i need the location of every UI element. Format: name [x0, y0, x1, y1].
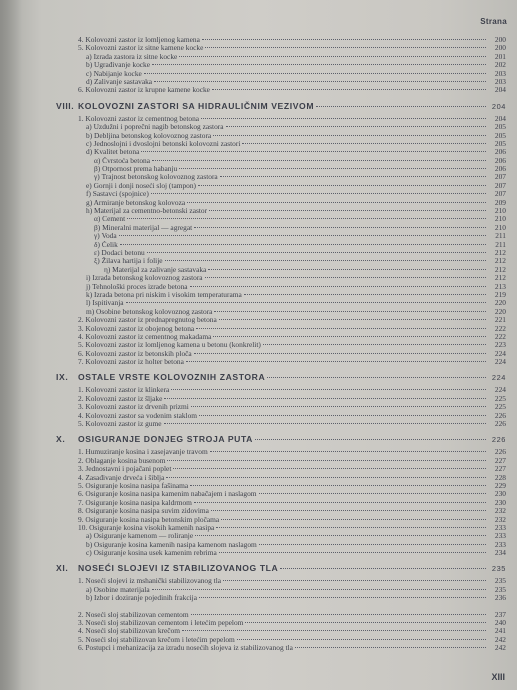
entry-title: ε) Dodaci betonu	[94, 248, 145, 257]
toc-entry	[56, 241, 506, 249]
entry-title: γ) Voda	[94, 232, 117, 241]
entry-title: a) Osiguranje kamenom — roliranje	[86, 532, 194, 541]
entry-page-number: 225	[494, 403, 506, 412]
entry-page-number: 205	[494, 139, 506, 148]
entry-page-number: 228	[494, 473, 506, 482]
toc-entry	[56, 490, 506, 498]
page-gutter-shadow	[0, 0, 22, 690]
entry-title: c) Nabijanje kocke	[86, 69, 142, 78]
leader-dots	[280, 567, 486, 569]
leader-dots	[194, 501, 486, 503]
toc-entry	[56, 644, 506, 652]
toc-entry	[56, 636, 506, 644]
leader-dots	[154, 80, 486, 82]
section-page-number: 226	[491, 435, 506, 445]
entry-page-number: 207	[494, 190, 506, 199]
toc-entry	[56, 412, 506, 420]
toc-entry	[56, 457, 506, 465]
toc-entry	[56, 190, 506, 198]
entry-title: 3. Jednostavni i pojačani poplet	[78, 465, 172, 474]
leader-dots	[295, 646, 486, 648]
section-page-number: 204	[491, 101, 506, 111]
entry-title: 2. Kolovozni zastor iz šljake	[78, 394, 163, 403]
entry-page-number: 219	[494, 290, 506, 299]
entry-title: 6. Kolovozni zastor iz krupne kamene kocke	[78, 86, 210, 95]
leader-dots	[120, 243, 486, 245]
toc-entry	[56, 224, 506, 232]
entry-page-number: 237	[494, 610, 506, 619]
entry-title: m) Osobine betonskog kolovoznog zastora	[86, 307, 213, 316]
entry-title: 4. Noseći sloj stabilizovan krečom	[78, 627, 181, 636]
toc-entry	[56, 333, 506, 341]
section-heading	[56, 101, 506, 113]
toc-entry	[56, 619, 506, 627]
toc-entry	[56, 199, 506, 207]
toc-entry	[56, 44, 506, 52]
leader-dots	[259, 543, 486, 545]
toc-entry	[56, 36, 506, 44]
spacer	[56, 603, 506, 611]
leader-dots	[165, 259, 486, 261]
entry-page-number: 232	[494, 515, 506, 524]
toc-entry	[56, 541, 506, 549]
entry-title: 4. Kolovozni zastor iz lomljenog kamena	[78, 36, 200, 44]
toc-entry	[56, 403, 506, 411]
entry-title: b) Osiguranje kosina kamenih nasipa kamenom naslagom	[86, 540, 257, 549]
entry-page-number: 207	[494, 181, 506, 190]
entry-page-number: 201	[494, 52, 506, 61]
section-page-number: 224	[491, 373, 506, 383]
entry-title: f) Sastavci (spojnice)	[86, 190, 149, 199]
leader-dots	[213, 134, 486, 136]
entry-title: 5. Noseći sloj stabilizovan krečom i letećim pepelom	[78, 635, 235, 644]
entry-title: 4. Kolovozni zastor sa vodenim staklom	[78, 411, 198, 420]
leader-dots	[199, 414, 486, 416]
entry-page-number: 200	[494, 44, 506, 53]
entry-title: 1. Kolovozni zastor iz cementnog betona	[78, 114, 200, 123]
toc-entry	[56, 78, 506, 86]
leader-dots	[316, 105, 486, 107]
leader-dots	[164, 397, 486, 399]
entry-page-number: 202	[494, 61, 506, 70]
leader-dots	[194, 352, 486, 354]
entry-title: β) Mineralni materijal — agregat	[94, 223, 193, 232]
entry-page-number: 233	[494, 523, 506, 532]
leader-dots	[119, 234, 486, 236]
entry-page-number: 224	[494, 358, 506, 367]
entry-page-number: 212	[494, 274, 506, 283]
toc-entry	[56, 420, 506, 428]
leader-dots	[164, 422, 486, 424]
leader-dots	[179, 167, 486, 169]
section-page-number: 235	[491, 564, 506, 574]
section-heading	[56, 563, 506, 575]
toc-entry	[56, 627, 506, 635]
toc-entry	[56, 532, 506, 540]
leader-dots	[191, 405, 486, 407]
entry-title: 2. Kolovozni zastor iz prednapregnutog betona	[78, 316, 217, 325]
section-title: KOLOVOZNI ZASTORI SA HIDRAULIČNIM VEZIVOM	[78, 100, 315, 111]
section-title: OSIGURANJE DONJEG STROJA PUTA	[78, 434, 253, 445]
leader-dots	[214, 310, 486, 312]
leader-dots	[196, 327, 486, 329]
entry-title: 3. Kolovozni zastor iz obojenog betona	[78, 324, 195, 333]
entry-title: 3. Kolovozni zastor iz drvenih prizmi	[78, 403, 189, 412]
leader-dots	[152, 159, 486, 161]
leader-dots	[205, 46, 486, 48]
leader-dots	[201, 117, 486, 119]
toc-entry	[56, 499, 506, 507]
section-heading	[56, 372, 506, 384]
entry-page-number: 220	[494, 307, 506, 316]
entry-title: 4. Zasađivanje drveća i šiblja	[78, 473, 165, 482]
toc-entry	[56, 549, 506, 557]
entry-title: a) Osobine materijala	[86, 585, 150, 594]
toc-entry	[56, 316, 506, 324]
toc-entry	[56, 524, 506, 532]
entry-page-number: 213	[494, 282, 506, 291]
leader-dots	[213, 335, 486, 337]
entry-title: 8. Osiguranje kosina nasipa suvim zidovima	[78, 507, 209, 516]
toc-entry	[56, 70, 506, 78]
entry-page-number: 210	[494, 215, 506, 224]
leader-dots	[190, 285, 486, 287]
entry-page-number: 200	[494, 36, 506, 44]
leader-dots	[223, 579, 486, 581]
entry-page-number: 229	[494, 481, 506, 490]
leader-dots	[267, 376, 486, 378]
toc-entry	[56, 86, 506, 94]
entry-page-number: 203	[494, 69, 506, 78]
leader-dots	[152, 588, 486, 590]
entry-page-number: 227	[494, 456, 506, 465]
toc-entry	[56, 586, 506, 594]
entry-title: j) Tehnološki proces izrade betona	[86, 282, 188, 291]
entry-title: h) Materijal za cementno-betonski zastor	[86, 207, 208, 216]
entry-title: α) Cement	[94, 215, 126, 224]
toc-section	[56, 36, 506, 95]
entry-page-number: 205	[494, 131, 506, 140]
leader-dots	[144, 72, 486, 74]
leader-dots	[166, 476, 486, 478]
leader-dots	[221, 518, 486, 520]
entry-title: 7. Osiguranje kosina nasipa kaldrmom	[78, 498, 192, 507]
leader-dots	[167, 459, 486, 461]
entry-page-number: 226	[494, 411, 506, 420]
entry-page-number: 233	[494, 532, 506, 541]
toc-entry	[56, 157, 506, 165]
entry-title: 3. Noseći sloj stabilizovan cementom i letećim pepelom	[78, 619, 244, 628]
toc-entry	[56, 299, 506, 307]
entry-title: k) Izrada betona pri niskim i visokim temperaturama	[86, 290, 242, 299]
entry-title: 4. Kolovozni zastor iz cementnog makadama	[78, 332, 212, 341]
leader-dots	[186, 360, 486, 362]
leader-dots	[171, 388, 486, 390]
toc-entry	[56, 165, 506, 173]
entry-title: 9. Osiguranje kosina nasipa betonskim pločama	[78, 515, 220, 524]
toc-entry	[56, 61, 506, 69]
entry-page-number: 234	[494, 549, 506, 558]
leader-dots	[194, 226, 486, 228]
entry-page-number: 241	[494, 627, 506, 636]
entry-title: 1. Kolovozni zastor iz klinkera	[78, 386, 170, 395]
toc-entry	[56, 350, 506, 358]
leader-dots	[208, 268, 486, 270]
entry-title: 2. Noseći sloj stabilizovan cementom	[78, 610, 189, 619]
leader-dots	[244, 293, 486, 295]
entry-page-number: 226	[494, 420, 506, 429]
section-title: NOSEĆI SLOJEVI IZ STABILIZOVANOG TLA	[78, 563, 279, 574]
leader-dots	[191, 613, 486, 615]
entry-title: 7. Kolovozni zastor iz holter betona	[78, 358, 184, 367]
toc-entry	[56, 395, 506, 403]
entry-page-number: 203	[494, 77, 506, 86]
entry-page-number: 206	[494, 148, 506, 157]
toc-entry	[56, 249, 506, 257]
leader-dots	[198, 184, 486, 186]
section-title: OSTALE VRSTE KOLOVOZNIH ZASTORA	[78, 372, 266, 383]
leader-dots	[242, 142, 486, 144]
entry-page-number: 232	[494, 507, 506, 516]
leader-dots	[216, 526, 486, 528]
entry-page-number: 226	[494, 448, 506, 457]
toc-entry	[56, 53, 506, 61]
toc-section	[56, 372, 506, 428]
leader-dots	[182, 629, 486, 631]
entry-title: 10. Osiguranje kosina visokih kamenih nasipa	[78, 523, 215, 532]
leader-dots	[190, 484, 486, 486]
toc-entry	[56, 465, 506, 473]
toc-entry	[56, 283, 506, 291]
entry-title: g) Armiranje betonskog kolovoza	[86, 198, 186, 207]
entry-title: b) Debljina betonskog kolovoznog zastora	[86, 131, 212, 140]
entry-page-number: 212	[494, 248, 506, 257]
toc-entry	[56, 516, 506, 524]
leader-dots	[263, 343, 486, 345]
section-number: X.	[56, 434, 66, 445]
leader-dots	[126, 301, 486, 303]
entry-page-number: 230	[494, 498, 506, 507]
entry-title: 6. Kolovozni zastor iz betonskih ploča	[78, 349, 192, 358]
leader-dots	[245, 621, 486, 623]
entry-title: 6. Postupci i mehanizacija za izradu nosećih slojeva iz stabilizovanog tla	[78, 644, 293, 653]
entry-page-number: 224	[494, 349, 506, 358]
entry-page-number: 242	[494, 635, 506, 644]
entry-page-number: 205	[494, 123, 506, 132]
entry-page-number: 230	[494, 490, 506, 499]
entry-page-number: 210	[494, 223, 506, 232]
leader-dots	[255, 438, 486, 440]
section-number: XI.	[56, 563, 69, 574]
toc-entry	[56, 594, 506, 602]
leader-dots	[219, 318, 486, 320]
leader-dots	[199, 596, 486, 598]
section-number: IX.	[56, 372, 69, 383]
leader-dots	[212, 88, 486, 90]
entry-page-number: 212	[494, 265, 506, 274]
toc-entry	[56, 325, 506, 333]
toc-entry	[56, 140, 506, 148]
leader-dots	[152, 63, 486, 65]
entry-page-number: 227	[494, 465, 506, 474]
toc-entry	[56, 123, 506, 131]
entry-title: a) Izrada zastora iz sitne kocke	[86, 52, 178, 61]
entry-title: i) Izrada betonskog kolovoznog zastora	[86, 274, 203, 283]
leader-dots	[187, 201, 486, 203]
toc-entry	[56, 274, 506, 282]
toc-entry	[56, 215, 506, 223]
page-number: XIII	[491, 672, 505, 682]
leader-dots	[179, 55, 486, 57]
entry-page-number: 233	[494, 540, 506, 549]
entry-title: β) Otpornost prema habanju	[94, 165, 178, 174]
entry-title: c) Osiguranje kosina usek kamenim rebrima	[86, 549, 217, 558]
entry-page-number: 236	[494, 594, 506, 603]
entry-page-number: 223	[494, 341, 506, 350]
leader-dots	[237, 638, 486, 640]
entry-title: δ) Čelik	[94, 240, 118, 249]
entry-page-number: 211	[495, 240, 506, 249]
entry-page-number: 221	[494, 316, 506, 325]
leader-dots	[173, 467, 486, 469]
entry-title: a) Uzdužni i poprečni nagib betonskog zastora	[86, 123, 224, 132]
toc-entry	[56, 577, 506, 585]
leader-dots	[210, 450, 486, 452]
section-number: VIII.	[56, 100, 75, 111]
entry-page-number: 220	[494, 299, 506, 308]
entry-page-number: 225	[494, 394, 506, 403]
leader-dots	[219, 551, 486, 553]
toc-entry	[56, 358, 506, 366]
toc-entry	[56, 148, 506, 156]
toc-entry	[56, 386, 506, 394]
entry-page-number: 204	[494, 86, 506, 95]
leader-dots	[226, 125, 486, 127]
entry-title: 1. Humuziranje kosina i zasejavanje travom	[78, 448, 208, 457]
leader-dots	[205, 276, 486, 278]
entry-title: γ) Trajnost betonskog kolovoznog zastora	[94, 173, 218, 182]
leader-dots	[202, 38, 486, 40]
toc-entry	[56, 115, 506, 123]
toc-entry	[56, 474, 506, 482]
toc-entry	[56, 232, 506, 240]
entry-title: d) Zalivanje sastavaka	[86, 77, 153, 86]
entry-page-number: 206	[494, 156, 506, 165]
toc-entry	[56, 173, 506, 181]
entry-title: η) Materijal za zalivanje sastavaka	[104, 265, 207, 274]
toc-section	[56, 563, 506, 652]
toc-entry	[56, 132, 506, 140]
toc-entry	[56, 482, 506, 490]
toc-section	[56, 101, 506, 367]
entry-title: 1. Noseći slojevi iz mshanički stabilizovanog tla	[78, 577, 222, 586]
entry-title: 5. Kolovozni zastor iz sitne kamene kocke	[78, 44, 204, 53]
entry-page-number: 211	[495, 232, 506, 241]
entry-title: b) Ugrađivanje kocke	[86, 61, 151, 70]
table-of-contents	[56, 36, 506, 659]
toc-entry	[56, 448, 506, 456]
entry-page-number: 210	[494, 207, 506, 216]
entry-page-number: 222	[494, 332, 506, 341]
entry-page-number: 242	[494, 644, 506, 653]
entry-page-number: 235	[494, 585, 506, 594]
toc-entry	[56, 507, 506, 515]
toc-section	[56, 434, 506, 557]
toc-entry	[56, 611, 506, 619]
leader-dots	[211, 509, 486, 511]
entry-title: 6. Osiguranje kosina nasipa kamenim nabačajem i naslagom	[78, 490, 257, 499]
section-heading	[56, 434, 506, 446]
leader-dots	[127, 217, 486, 219]
entry-page-number: 207	[494, 173, 506, 182]
toc-entry	[56, 182, 506, 190]
entry-title: α) Čvrstoća betona	[94, 156, 150, 165]
toc-entry	[56, 341, 506, 349]
entry-page-number: 209	[494, 198, 506, 207]
toc-entry	[56, 291, 506, 299]
entry-page-number: 212	[494, 257, 506, 266]
entry-page-number: 222	[494, 324, 506, 333]
entry-title: 5. Kolovozni zastor iz gume	[78, 420, 162, 429]
entry-title: 2. Oblaganje kosina busenom	[78, 456, 166, 465]
toc-entry	[56, 257, 506, 265]
leader-dots	[220, 175, 486, 177]
leader-dots	[209, 209, 486, 211]
toc-entry	[56, 308, 506, 316]
leader-dots	[195, 534, 486, 536]
leader-dots	[147, 251, 486, 253]
entry-title: e) Gornji i donji noseći sloj (tampon)	[86, 181, 197, 190]
leader-dots	[151, 192, 486, 194]
leader-dots	[259, 492, 486, 494]
toc-entry	[56, 266, 506, 274]
entry-title: 5. Osiguranje kosina nasipa fašinama	[78, 481, 189, 490]
leader-dots	[141, 150, 486, 152]
entry-page-number: 224	[494, 386, 506, 395]
page-column-header: Strana	[480, 17, 507, 26]
entry-title: 5. Kolovozni zastor iz lomljenog kamena u betonu (konkrelit)	[78, 341, 261, 350]
entry-title: b) Izbor i doziranje pojedinih frakcija	[86, 594, 198, 603]
entry-page-number: 206	[494, 165, 506, 174]
entry-title: d) Kvalitet betona	[86, 148, 140, 157]
toc-entry	[56, 207, 506, 215]
entry-page-number: 240	[494, 619, 506, 628]
entry-title: c) Jednoslojni i dvoslojni betonski kolovozni zastori	[86, 139, 241, 148]
entry-page-number: 204	[494, 114, 506, 123]
entry-title: l) Ispitivanja	[86, 299, 124, 308]
entry-title: ξ) Žilava hartija i folije	[94, 257, 163, 266]
entry-page-number: 235	[494, 577, 506, 586]
